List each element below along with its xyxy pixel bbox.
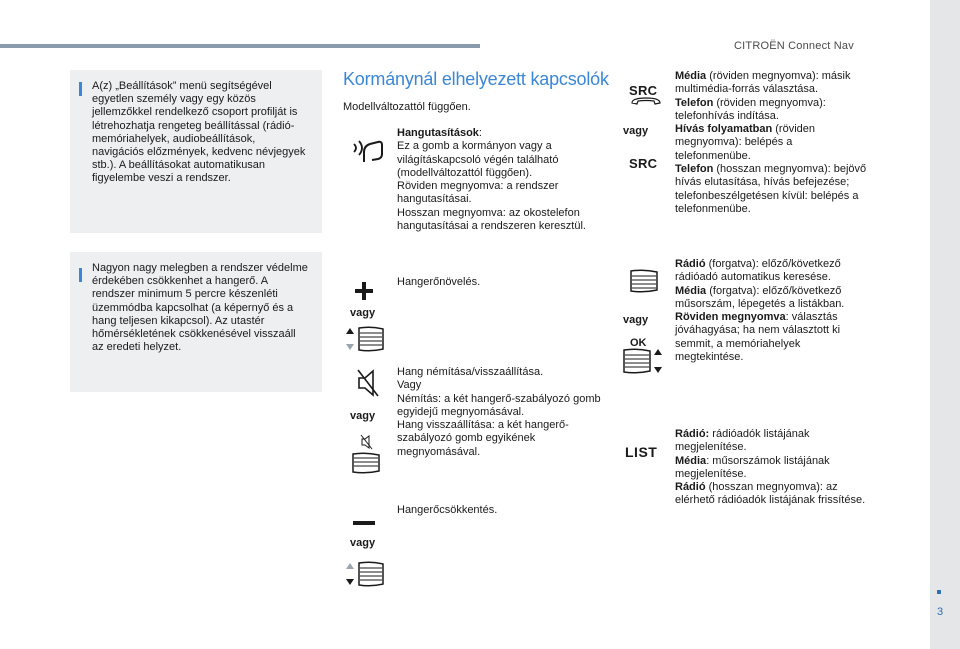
volume-down-desc: Hangerőcsökkentés. <box>397 504 498 516</box>
radio-desc: Rádió (forgatva): előző/következő rádióadó automatikus keresése. Média (forgatva): előző/következő műsorszám, lépegetés a listákban. Röviden megnyomva: választás jóváhagyása; ha nem választott ki semmit, a memóriahelyek megtekintése. <box>675 258 845 364</box>
continue-marker <box>937 590 941 594</box>
or-label: vagy <box>350 537 376 549</box>
handset-icon <box>630 96 662 106</box>
section-intro: Modellváltozattól függően. <box>343 101 471 113</box>
src-button-label-alt: SRC <box>629 156 658 171</box>
note-text: A(z) „Beállítások” menü segítségével egyetlen személy vagy egy közös jellemzőkkel rendelkező csoport profilját is létrehozhatja rengeteg beállítással (rádió-memóriahelyek, audiobeállítások, navigációs előzmények, kedvenc névjegyek stb.). A beállításokat automatikusan figyelembe veszi a rendszer. <box>92 80 306 185</box>
volume-up-desc: Hangerőnövelés. <box>397 276 481 288</box>
or-label: vagy <box>350 410 376 422</box>
note-accent-bar <box>79 268 82 282</box>
header-rule <box>0 44 480 48</box>
thumbwheel-icon <box>349 452 383 474</box>
or-label: vagy <box>350 307 376 319</box>
thumbwheel-icon <box>627 269 661 293</box>
src-desc: Média (röviden megnyomva): másik multimédia-forrás választása. Telefon (röviden megnyomva): telefonhívás indítása. Hívás folyamatban (röviden megnyomva): belépés a telefonmenübe. Telefon (hosszan megnyomva): bejövő hívás elutasítása, hívás befejezése; telefonbeszélgetésen kívül: belépés a telefonmenübe. <box>675 70 867 215</box>
mute-icon <box>356 368 380 398</box>
header-title: CITROËN Connect Nav <box>734 40 854 52</box>
thumbwheel-down-icon <box>345 561 387 587</box>
src-button-label: SRC <box>629 83 658 98</box>
info-note-heat <box>70 252 322 392</box>
section-title: Kormánynál elhelyezett kapcsolók <box>343 69 609 89</box>
or-label: vagy <box>623 314 649 326</box>
thumbwheel-up-icon <box>345 326 387 352</box>
or-label: vagy <box>623 125 649 137</box>
note-accent-bar <box>79 82 82 96</box>
page-number: 3 <box>937 606 944 618</box>
page-side-strip <box>930 0 960 649</box>
mute-small-icon <box>360 434 374 450</box>
note-text: Nagyon nagy melegben a rendszer védelme érdekében csökkenhet a hangerő. A rendszer minimum 5 percre készenléti üzemmódba kapcsolhat (a képernyő és a hang teljesen kikapcsol). Az utastér hőmérsékletének csökkenésével visszaáll az eredeti helyzet. <box>92 262 308 354</box>
voice-command-icon <box>350 132 386 166</box>
info-note-profiles <box>70 70 322 233</box>
minus-icon <box>352 519 376 527</box>
list-button-label: LIST <box>625 444 658 460</box>
list-desc: Rádió: rádióadók listájának megjelenítése. Média: műsorszámok listájának megjelenítése. Rádió (hosszan megnyomva): az elérhető rádióadók listájának frissítése. <box>675 428 866 507</box>
mute-desc: Hang némítása/visszaállítása. Vagy Némítás: a két hangerő-szabályozó gomb egyidejű megnyomásával. Hang visszaállítása: a két hangerő-szabályozó gomb egyikének megnyomásával. <box>397 366 601 458</box>
thumbwheel-updown-icon <box>622 347 666 375</box>
plus-icon <box>354 281 374 301</box>
ok-button-label: OK <box>630 337 647 349</box>
voice-command-desc: Hangutasítások: Ez a gomb a kormányon vagy a világításkapcsoló végén található (modellváltozattól függően). Röviden megnyomva: a rendszer hangutasításai. Hosszan megnyomva: az okostelefon hangutasításai a rendszeren keresztül. <box>397 127 586 233</box>
